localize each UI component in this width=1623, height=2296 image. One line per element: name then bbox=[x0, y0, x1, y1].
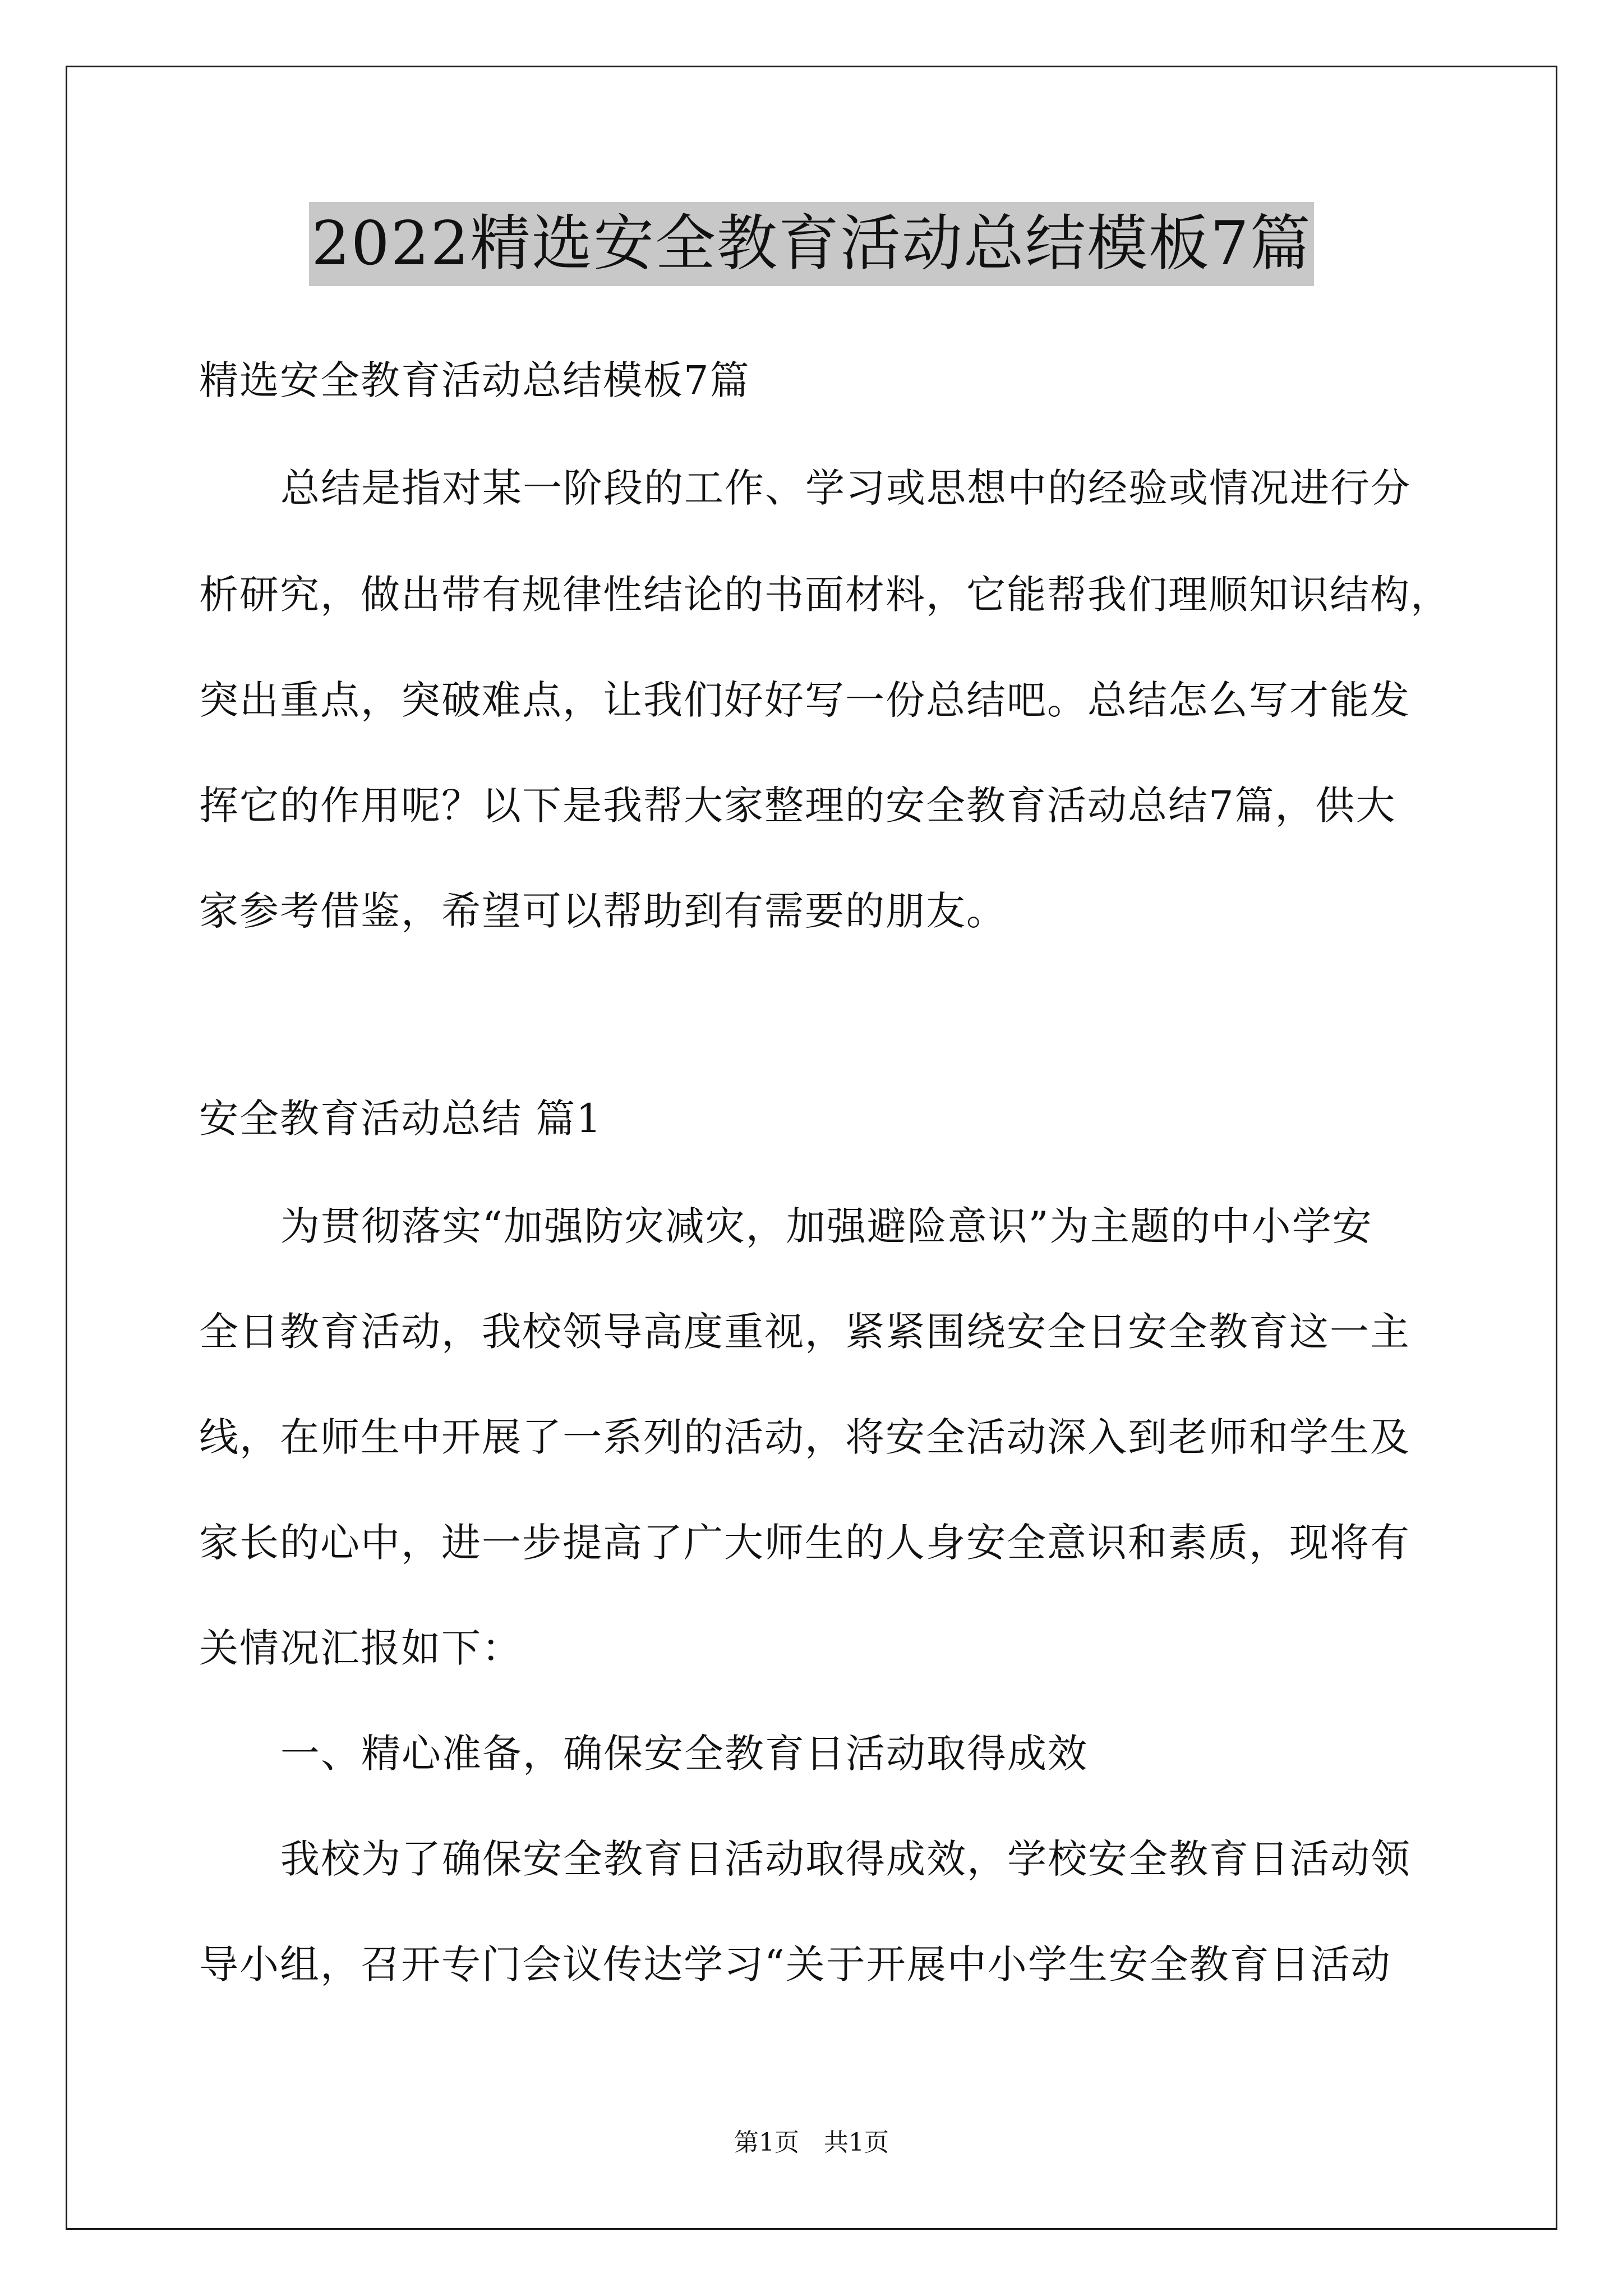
subheading: 一、精心准备，确保安全教育日活动取得成效 bbox=[280, 1731, 1088, 1777]
section-line-4: 家长的心中，进一步提高了广大师生的人身安全意识和素质，现将有 bbox=[199, 1520, 1410, 1566]
intro-line-1: 总结是指对某一阶段的工作、学习或思想中的经验或情况进行分 bbox=[280, 465, 1411, 511]
document-subtitle: 精选安全教育活动总结模板7篇 bbox=[199, 357, 750, 403]
section-line-5: 关情况汇报如下： bbox=[199, 1625, 522, 1671]
section-line-3: 线，在师生中开展了一系列的活动，将安全活动深入到老师和学生及 bbox=[199, 1414, 1410, 1460]
section-line-1: 为贯彻落实“加强防灾减灾，加强避险意识”为主题的中小学安 bbox=[280, 1203, 1373, 1249]
body-line-1: 我校为了确保安全教育日活动取得成效，学校安全教育日活动领 bbox=[280, 1836, 1411, 1882]
body-line-2: 导小组，召开专门会议传达学习“关于开展中小学生安全教育日活动 bbox=[199, 1941, 1391, 1987]
intro-line-3: 突出重点，突破难点，让我们好好写一份总结吧。总结怎么写才能发 bbox=[199, 677, 1410, 723]
section-heading: 安全教育活动总结 篇1 bbox=[199, 1096, 602, 1142]
document-title: 2022精选安全教育活动总结模板7篇 bbox=[309, 202, 1314, 286]
section-line-2: 全日教育活动，我校领导高度重视，紧紧围绕安全日安全教育这一主 bbox=[199, 1309, 1410, 1355]
intro-line-2: 析研究，做出带有规律性结论的书面材料，它能帮我们理顺知识结构， bbox=[199, 572, 1451, 618]
intro-line-5: 家参考借鉴，希望可以帮助到有需要的朋友。 bbox=[199, 888, 1007, 934]
page-number: 第1页 共1页 bbox=[734, 2128, 889, 2157]
intro-line-4: 挥它的作用呢？以下是我帮大家整理的安全教育活动总结7篇，供大 bbox=[199, 783, 1396, 829]
title-container bbox=[0, 202, 1623, 286]
